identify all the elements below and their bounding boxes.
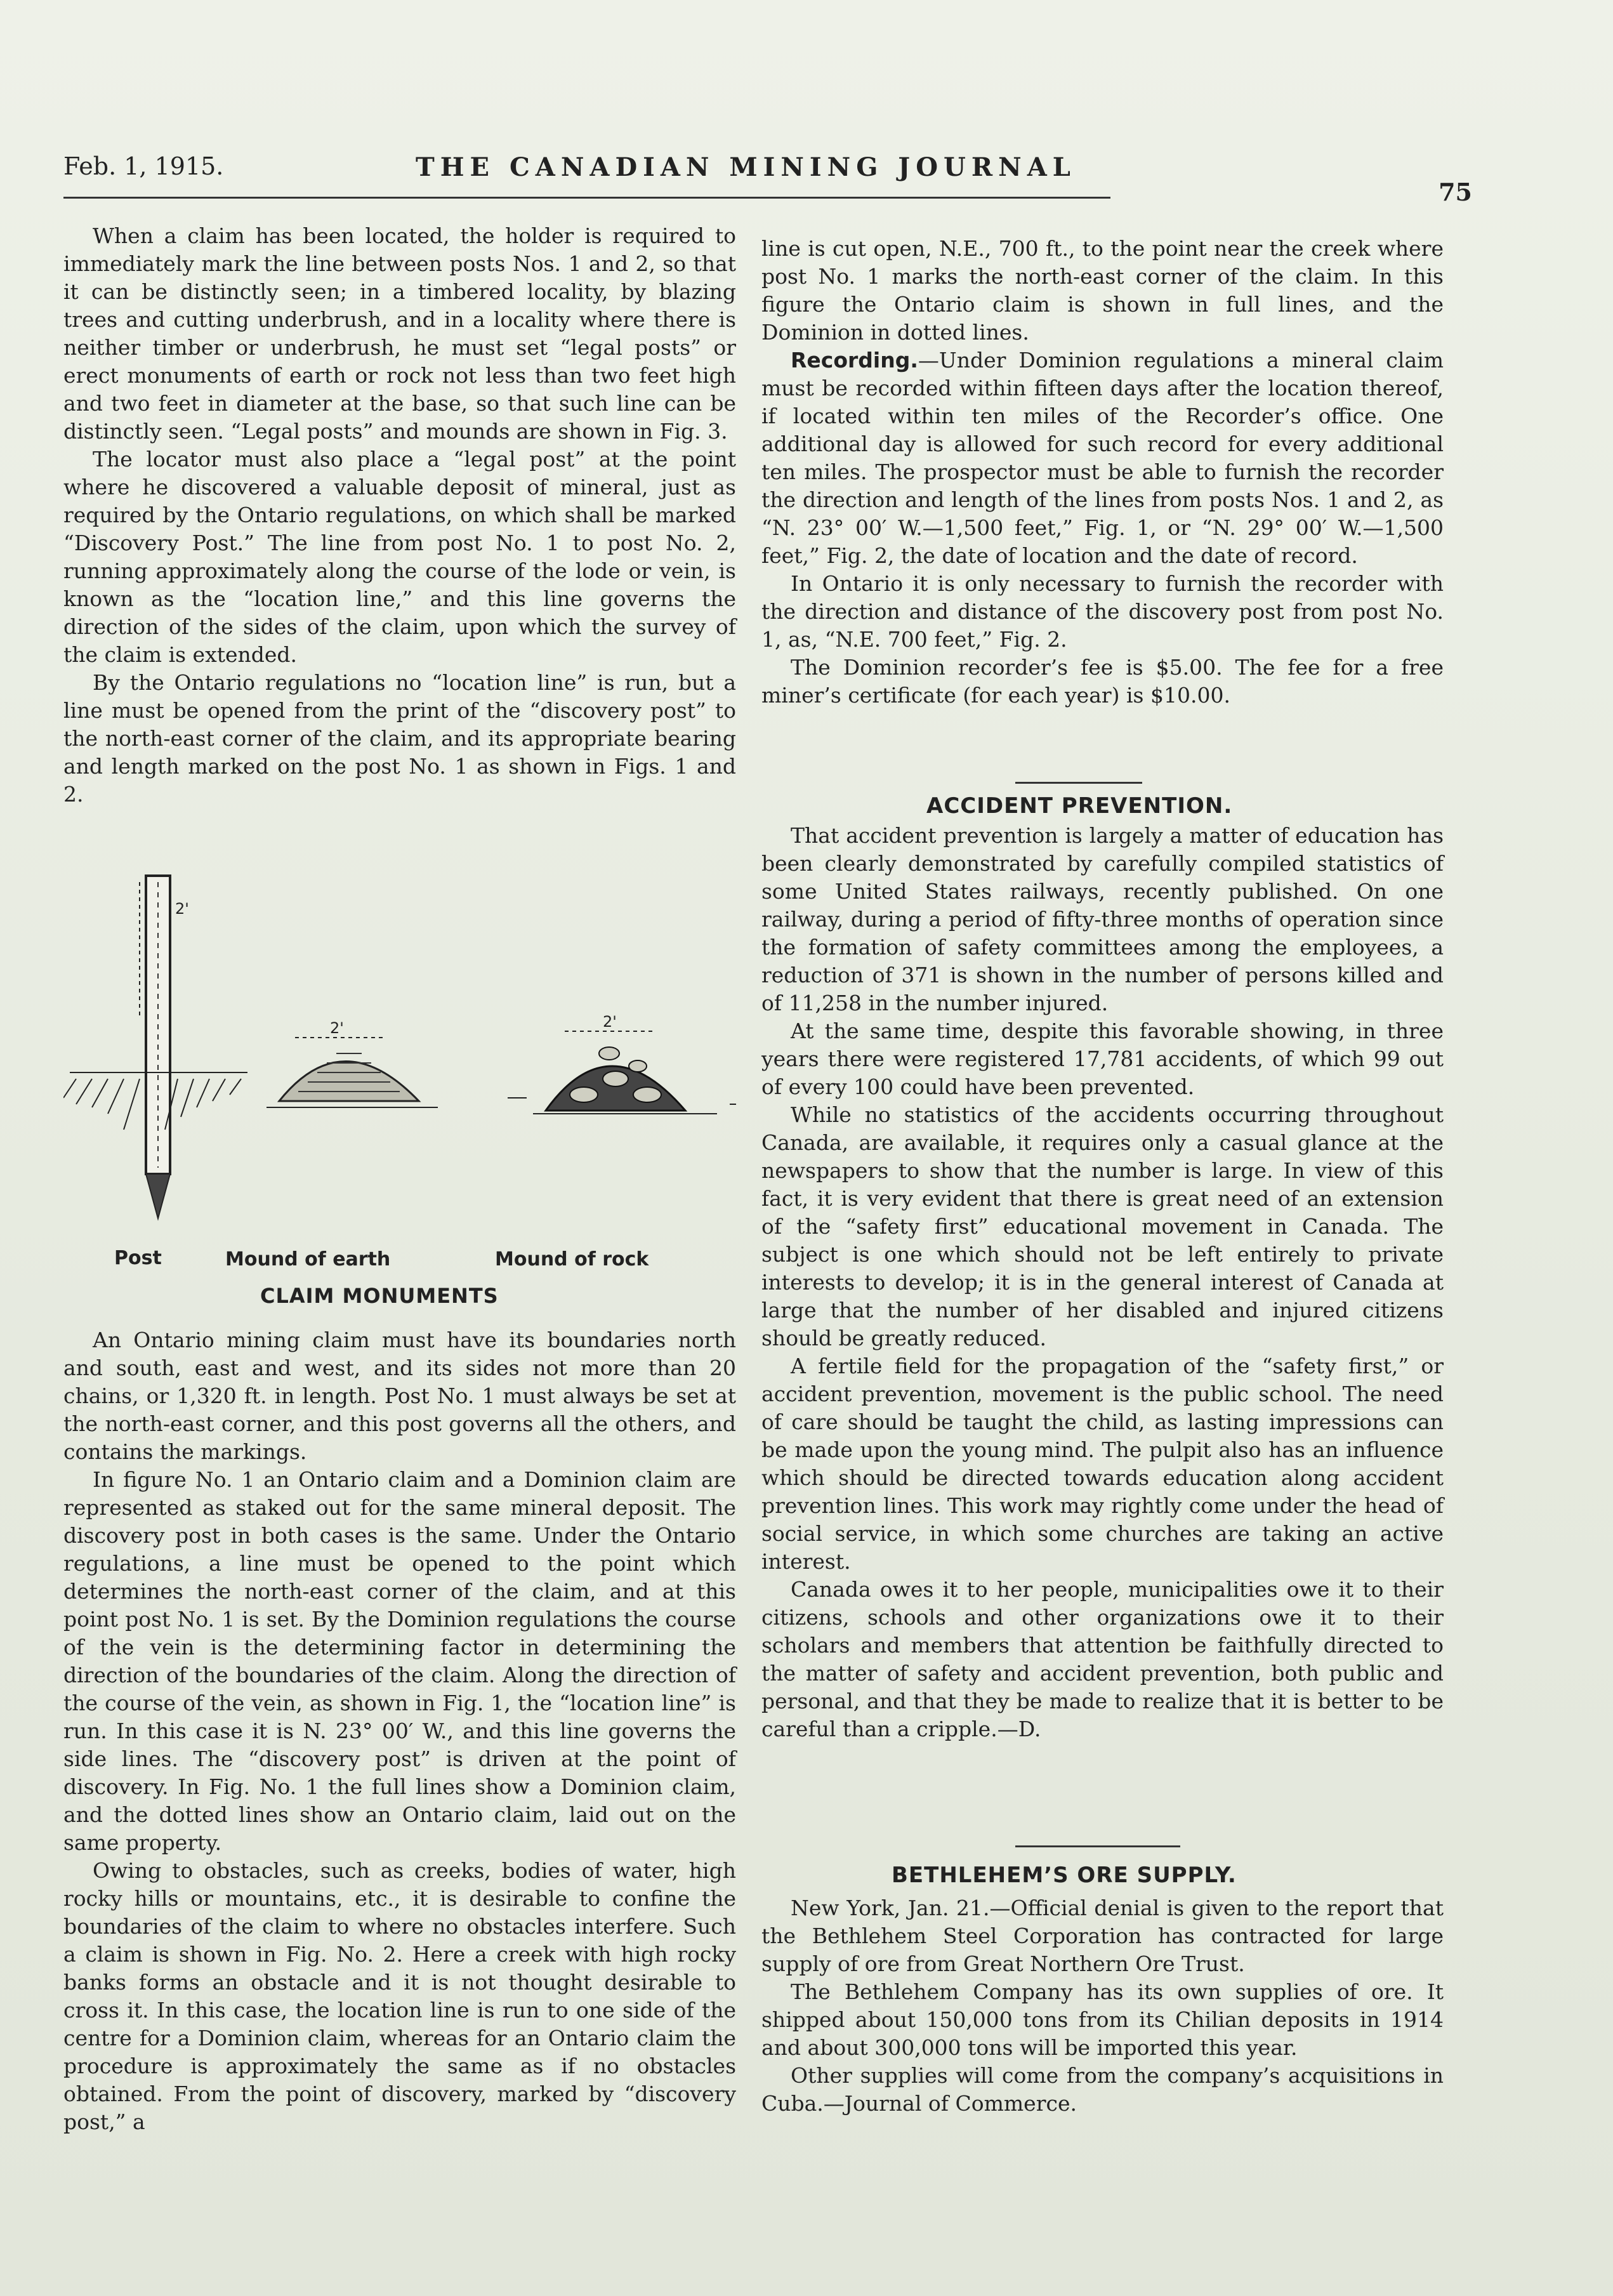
- header-date: Feb. 1, 1915.: [63, 152, 224, 180]
- accident-prevention-article: [761, 822, 1444, 1743]
- paragraph: At the same time, despite this favorable showing, in three years there were registered 17,781 accidents, of which 99 out of every 100 could have been prevented.: [761, 1019, 1444, 1099]
- paragraph: In Ontario it is only necessary to furnish the recorder with the direction and distance of the discovery post from post No. 1, as, “N.E. 700 feet,” Fig. 2.: [761, 571, 1444, 652]
- journal-title: THE CANADIAN MINING JOURNAL: [416, 152, 1076, 182]
- left-column-bottom: [63, 1326, 736, 2136]
- claim-monuments-illustration: [63, 863, 736, 1257]
- claim-monuments-figure: [63, 863, 736, 1320]
- paragraph: Canada owes it to her people, municipalities owe it to their citizens, schools and other organizations owe it to their scholars and members that attention be faithfully directed to the matter of safety and accident prevention, both public and personal, and that they be made to realize that it is better to be careful than a cripple.—D.: [761, 1577, 1444, 1741]
- left-column-top: [63, 222, 736, 808]
- page-header: [63, 152, 1472, 206]
- recording-paragraph: [761, 346, 1444, 570]
- paragraph: Owing to obstacles, such as creeks, bodies of water, high rocky hills or mountains, etc., it is desirable to confine the boundaries of the claim to where no obstacles interfere. Such a claim is shown in Fig. No. 2. Here a creek with high rocky banks forms an obstacle and it is not thought desirable to cross it. In this case, the location line is run to one side of the centre for a Dominion claim, whereas for an Ontario claim the procedure is approximately the same as if no obstacles obtained. From the point of discovery, marked by “discovery post,” a: [63, 1858, 736, 2134]
- figure-title: CLAIM MONUMENTS: [260, 1284, 499, 1308]
- caption-post: Post: [114, 1247, 162, 1269]
- paragraph: The Dominion recorder’s fee is $5.00. The fee for a free miner’s certificate (for each year) is $10.00.: [761, 655, 1444, 708]
- recording-heading: Recording.: [791, 348, 918, 373]
- page-number: 75: [1439, 178, 1472, 206]
- paragraph: The locator must also place a “legal post” at the point where he discovered a valuable deposit of mineral, just as required by the Ontario regulations, on which shall be marked “Discovery Post.” The line from post No. 1 to post No. 2, running approximately along the course of the lode or vein, is known as the “location line,” and this line governs the direction of the sides of the claim, upon which the survey of the claim is extended.: [63, 447, 736, 667]
- paragraph: Other supplies will come from the company’s acquisitions in Cuba.—Journal of Commerce.: [761, 2063, 1444, 2116]
- section-divider: [1015, 1845, 1180, 1847]
- header-rule: [63, 197, 1110, 199]
- paragraph: line is cut open, N.E., 700 ft., to the point near the creek where post No. 1 marks the north-east corner of the claim. In this figure the Ontario claim is shown in full lines, and the Dominion in dotted lines.: [761, 236, 1444, 345]
- paragraph: While no statistics of the accidents occurring throughout Canada, are available, it requires only a casual glance at the newspapers to show that the number is large. In view of this fact, it is very evident that there is great need of an extension of the “safety first” educational movement in Canada. The subject is one which should not be left entirely to private interests to develop; it is in the general interest of Canada at large that the number of her disabled and injured citizens should be greatly reduced.: [761, 1102, 1444, 1350]
- mound-of-rock-drawing: [508, 1013, 736, 1114]
- paragraph: The Bethlehem Company has its own supplies of ore. It shipped about 150,000 tons from its Chilian deposits in 1914 and about 300,000 tons will be imported this year.: [761, 1979, 1444, 2060]
- earth-dim-label: 2': [330, 1019, 344, 1037]
- caption-mound-of-rock: Mound of rock: [495, 1248, 649, 1270]
- paragraph: When a claim has been located, the holder is required to immediately mark the line between posts Nos. 1 and 2, so that it can be distinctly seen; in a timbered locality, by blazing trees and cutting underbrush, and in a locality where there is neither timber or underbrush, he must set “legal posts” or erect monuments of earth or rock not less than two feet high and two feet in diameter at the base, so that such line can be distinctly seen. “Legal posts” and mounds are shown in Fig. 3.: [63, 223, 736, 444]
- legal-post-drawing: [63, 876, 247, 1218]
- post-dim-label: 2': [175, 900, 189, 918]
- paragraph: A fertile field for the propagation of the “safety first,” or accident prevention, movement is the public school. The need of care should be taught the child, as lasting impressions can be made upon the young mind. The pulpit also has an influence which should be directed towards education along accident prevention lines. This work may rightly come under the head of social service, in which some churches are taking an active interest.: [761, 1354, 1444, 1574]
- recording-text: —Under Dominion regulations a mineral claim must be recorded within fifteen days after the location thereof, if located within ten miles of the Recorder’s office. One additional day is allowed for such record for every additional ten miles. The prospector must be able to furnish the recorder the direction and length of the lines from posts Nos. 1 and 2, as “N. 23° 00′ W.—1,500 feet,” Fig. 1, or “N. 29° 00′ W.—1,500 feet,” Fig. 2, the date of location and the date of record.: [761, 348, 1444, 568]
- accident-prevention-heading: ACCIDENT PREVENTION.: [926, 793, 1233, 819]
- caption-mound-of-earth: Mound of earth: [225, 1248, 391, 1270]
- right-column-top: [761, 235, 1444, 709]
- section-divider: [1015, 782, 1142, 784]
- paragraph: That accident prevention is largely a matter of education has been clearly demonstrated by carefully compiled statistics of some United States railways, recently published. On one railway, during a period of fifty-three months of operation since the formation of safety committees among the employees, a reduction of 371 is shown in the number of persons killed and of 11,258 in the number injured.: [761, 823, 1444, 1015]
- bethlehem-article: [761, 1894, 1444, 2118]
- paragraph: By the Ontario regulations no “location line” is run, but a line must be opened from the print of the “discovery post” to the north-east corner of the claim, and its appropriate bearing and length marked on the post No. 1 as shown in Figs. 1 and 2.: [63, 670, 736, 807]
- paragraph: An Ontario mining claim must have its boundaries north and south, east and west, and its sides not more than 20 chains, or 1,320 ft. in length. Post No. 1 must always be set at the north-east corner, and this post governs all the others, and contains the markings.: [63, 1328, 736, 1464]
- paragraph: In figure No. 1 an Ontario claim and a Dominion claim are represented as staked out for the same mineral deposit. The discovery post in both cases is the same. Under the Ontario regulations, a line must be opened to the point which determines the north-east corner of the claim, and at this point post No. 1 is set. By the Dominion regulations the course of the vein is the determining factor in determining the direction of the boundaries of the claim. Along the direction of the course of the vein, as shown in Fig. 1, the “location line” is run. In this case it is N. 23° 00′ W., and this line governs the side lines. The “discovery post” is driven at the point of discovery. In Fig. No. 1 the full lines show a Dominion claim, and the dotted lines show an Ontario claim, laid out on the same property.: [63, 1467, 736, 1855]
- rock-dim-label: 2': [603, 1013, 617, 1031]
- paragraph: New York, Jan. 21.—Official denial is given to the report that the Bethlehem Steel Corporation has contracted for large supply of ore from Great Northern Ore Trust.: [761, 1896, 1444, 1976]
- bethlehem-heading: BETHLEHEM’S ORE SUPPLY.: [892, 1863, 1237, 1888]
- mound-of-earth-drawing: [267, 1019, 438, 1107]
